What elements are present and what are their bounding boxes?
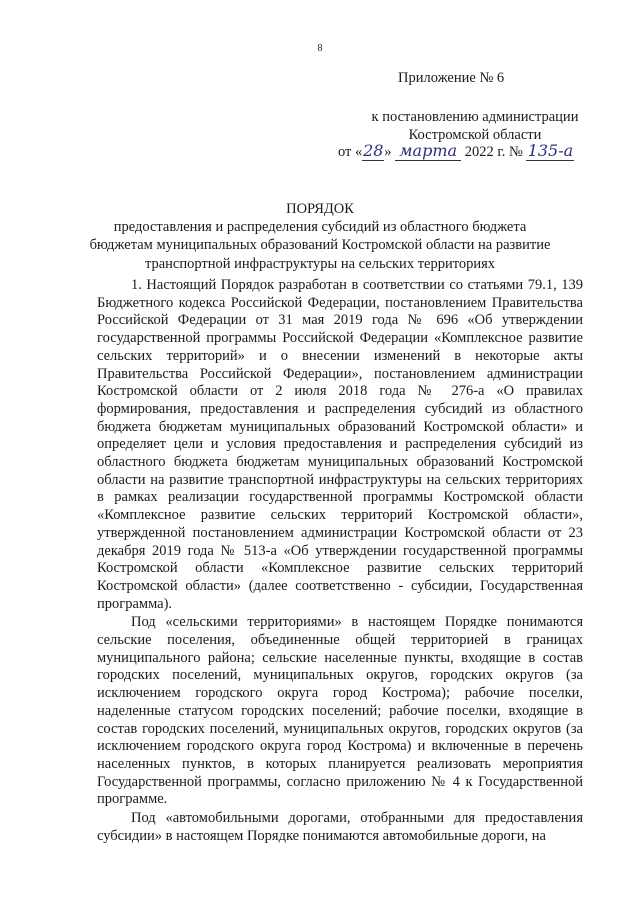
title-line-2: бюджетам муниципальных образований Костромской области на развитие (89, 237, 551, 254)
title-heading: ПОРЯДОК (286, 201, 354, 217)
title-line-1: предоставления и распределения субсидий из областного бюджета (113, 219, 527, 236)
handwritten-doc-number: 135-а (527, 141, 574, 160)
title-line-3: транспортной инфраструктуры на сельских территориях (144, 255, 496, 272)
paragraph-1: 1. Настоящий Порядок разработан в соответствии со статьями 79.1, 139 Бюджетного кодекса Российской Федерации, постановлением Правительства Российской Федерации от 31 мая 2019 года № 696 «Об утверждении государственной программы Российской Федерации «Комплексное развитие сельских территорий» и о внесении изменений в некоторые акты Правительства Российской Федерации», постановлением администрации Костромской области от 2 июля 2018 года № 276-а «О правилах формирования, предоставления и распределения субсидий из областного бюджета бюджетам муниципальных образований Костромской области» и определяет цели и условия предоставления и распределения субсидий из областного бюджета бюджетам муниципальных образований Костромской области на развитие транспортной инфраструктуры на сельских территориях в рамках реализации государственной программы Костромской области «Комплексное развитие сельских территорий Костромской области», утвержденной постановлением администрации Костромской области от 23 декабря 2019 года № 513-а «Об утверждении государственной программы Костромской области «Комплексное развитие сельских территорий Костромской области» (далее соответственно - субсидии, Государственная программа). (97, 277, 583, 612)
date-year: 2022 г. № (464, 144, 523, 160)
handwritten-day: 28 (363, 141, 384, 160)
paragraph-3: Под «автомобильными дорогами, отобранными для предоставления субсидии» в настоящем Порядке понимаются автомобильные дороги, на (97, 810, 583, 844)
handwritten-month: марта (395, 141, 461, 161)
annex-title: Приложение № 6 (398, 70, 505, 86)
annex-line-2: Костромской области (408, 127, 542, 143)
annex-line-1: к постановлению администрации (371, 109, 579, 125)
date-prefix: от « (338, 144, 363, 160)
document-body (97, 277, 583, 846)
paragraph-2: Под «сельскими территориями» в настоящем Порядке понимаются сельские поселения, объединенные общей территорией в границах муниципального района; сельские населенные пункты, входящие в состав городских поселений, муниципальных округов, городских округов (за исключением городского округа город Кострома); рабочие поселки, наделенные статусом городских поселений; рабочие поселки, входящие в состав городских поселений, муниципальных округов, городских округов (за исключением городского округа город Кострома) и включенные в перечень населенных пунктов, в которых планируется реализовать мероприятия Государственной программы, согласно приложению № 4 к Государственной программе. (97, 614, 583, 808)
document-title (60, 200, 580, 273)
annex-date-line (338, 141, 574, 161)
date-mid: » (384, 144, 392, 160)
page-number: 8 (317, 43, 323, 54)
